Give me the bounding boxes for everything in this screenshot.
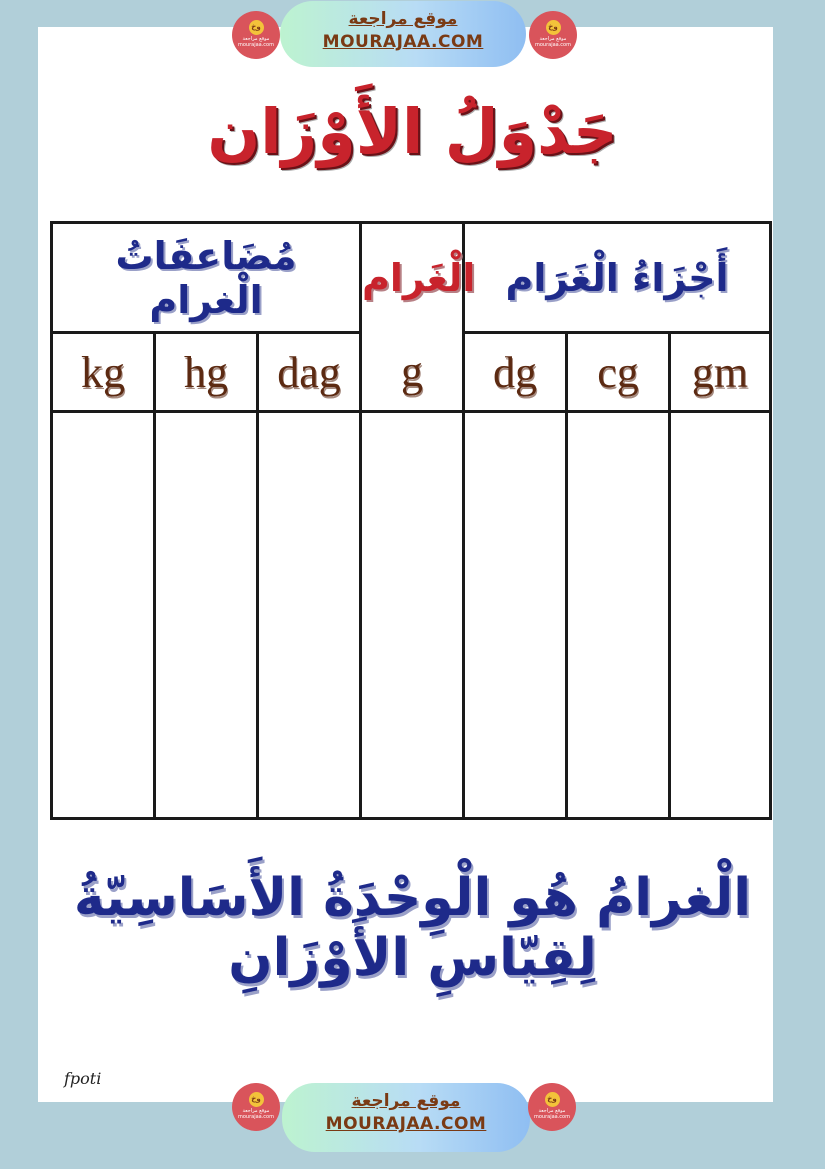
site-name-arabic: موقع مراجعة [348, 9, 458, 29]
empty-cell[interactable] [670, 412, 771, 819]
site-logo-right-top: وخ موقع مراجعة mourajaa.com [529, 11, 577, 59]
gram-definition: الْغرامُ هُو الْوِحْدَةُ الأَسَاسِيّةُ لِقِيّاسِ الأَوْزَانِ [73, 868, 752, 988]
unit-gm: gm [670, 333, 771, 412]
weights-table [50, 221, 772, 820]
site-name-latin: MOURAJAA.COM [325, 1114, 487, 1134]
parts-header: أَجْزَاءُ الْغَرَام [464, 223, 771, 333]
site-banner-bottom[interactable] [282, 1083, 530, 1152]
empty-cell[interactable] [258, 412, 361, 819]
empty-cell[interactable] [155, 412, 258, 819]
site-logo-left-bottom: وخ موقع مراجعة mourajaa.com [232, 1083, 280, 1131]
empty-cell[interactable] [361, 412, 464, 819]
site-logo-left-top: وخ موقع مراجعة mourajaa.com [232, 11, 280, 59]
site-logo-right-bottom: وخ موقع مراجعة mourajaa.com [528, 1083, 576, 1131]
site-name-latin: MOURAJAA.COM [322, 32, 484, 52]
site-banner-top[interactable] [280, 1, 526, 67]
unit-cg: cg [567, 333, 670, 412]
base-unit-header: الْغَرام [361, 223, 464, 333]
site-name-arabic: موقع مراجعة [351, 1091, 461, 1111]
unit-g: g [361, 333, 464, 412]
author-signature: fpoti [64, 1069, 102, 1088]
empty-cell[interactable] [464, 412, 567, 819]
unit-kg: kg [52, 333, 155, 412]
unit-dg: dg [464, 333, 567, 412]
unit-hg: hg [155, 333, 258, 412]
empty-cell[interactable] [52, 412, 155, 819]
empty-cell[interactable] [567, 412, 670, 819]
unit-dag: dag [258, 333, 361, 412]
multiples-header: مُضَاعفَاتُ الْغرام [52, 223, 361, 333]
page-title: جَدْوَلُ الأَوْزَان [207, 95, 618, 168]
